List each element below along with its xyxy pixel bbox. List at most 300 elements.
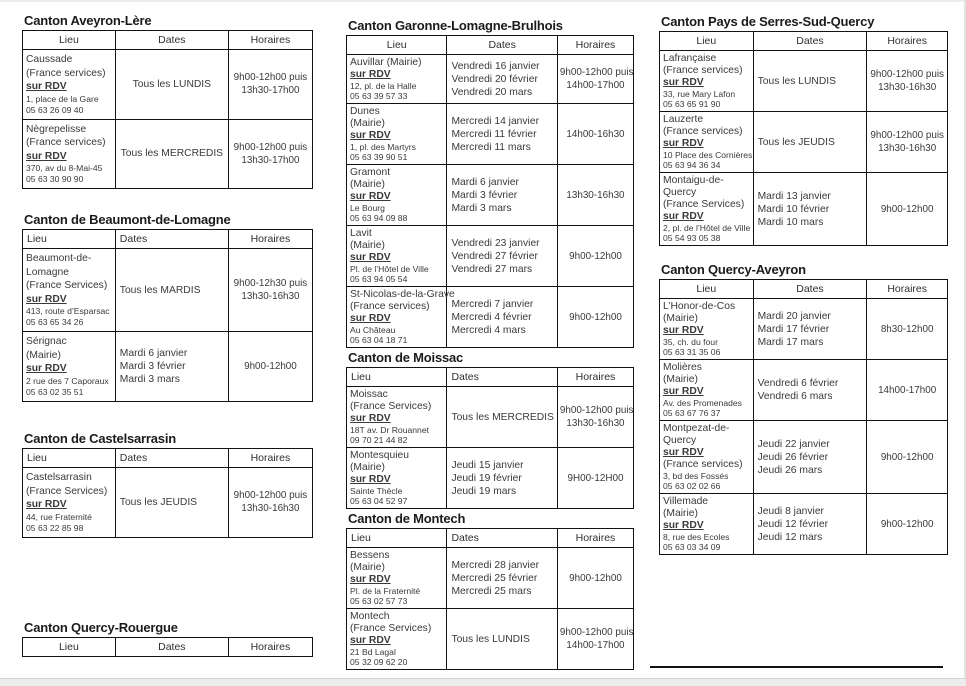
rdv-note: sur RDV — [26, 81, 67, 92]
dates-cell — [115, 249, 228, 332]
location-name-line: (France services) — [663, 126, 743, 137]
canton-title: Canton Quercy-Rouergue — [24, 620, 178, 635]
date-line: Mercredi 25 février — [451, 572, 538, 584]
schedule-table — [22, 229, 313, 402]
column-header-lieu: Lieu — [23, 449, 116, 468]
table-body — [347, 387, 634, 509]
location-detail: Sainte Thècle — [350, 486, 403, 496]
lieu-cell — [660, 360, 754, 421]
table-head — [347, 36, 634, 55]
lieu-cell — [660, 173, 754, 246]
location-name-line: (Mairie) — [350, 562, 385, 573]
column-header-dates: Dates — [447, 529, 557, 548]
location-detail: 05 54 93 05 38 — [663, 233, 721, 243]
horaires-cell — [867, 112, 948, 173]
horaires-line: 13h30-17h00 — [241, 85, 300, 97]
location-name-line: (Mairie) — [350, 179, 385, 190]
horaires-cell — [557, 287, 633, 348]
rdv-note: sur RDV — [350, 413, 391, 424]
location-detail: 21 Bd Lagal — [350, 647, 396, 657]
location-name-line: Dunes — [350, 106, 380, 117]
location-detail: 05 63 39 57 33 — [350, 91, 408, 101]
header-row — [23, 638, 313, 657]
dates-cell — [447, 387, 557, 448]
location-name-line: (France services) — [26, 137, 106, 148]
rdv-note: sur RDV — [26, 293, 67, 305]
location-detail: 05 63 39 90 51 — [350, 152, 408, 162]
horaires-cell — [867, 51, 948, 112]
rdv-note: sur RDV — [350, 474, 391, 485]
horaires-line: 13h30-17h00 — [241, 154, 300, 166]
canton-section — [659, 262, 948, 555]
date-line: Mercredi 14 janvier — [451, 115, 539, 127]
page-bottom-edge — [0, 678, 966, 686]
lieu-cell — [347, 609, 447, 670]
date-line: Mardi 6 janvier — [451, 176, 519, 188]
location-detail: Au Château — [350, 325, 396, 335]
column-header-horaires: Horaires — [228, 638, 312, 657]
date-line: Jeudi 15 janvier — [451, 459, 524, 471]
lieu-cell — [347, 55, 447, 104]
horaires-line: 13h30-16h30 — [566, 418, 625, 429]
location-detail: 1, pl. des Martyrs — [350, 142, 416, 152]
date-line: Mardi 17 mars — [757, 336, 824, 348]
location-detail: 2, pl. de l’Hôtel de Ville — [663, 223, 751, 233]
date-line: Tous les MERCREDIS — [120, 148, 224, 160]
lieu-cell — [23, 468, 116, 538]
column-header-horaires: Horaires — [867, 280, 948, 299]
rdv-note: sur RDV — [663, 447, 704, 458]
horaires-line: 9h00-12h00 puis — [870, 130, 944, 141]
date-line: Vendredi 23 janvier — [451, 237, 540, 249]
date-line: Jeudi 8 janvier — [757, 505, 824, 517]
date-line: Jeudi 26 mars — [757, 464, 823, 476]
horaires-line: 13h30-16h30 — [878, 143, 937, 154]
horaires-cell — [867, 421, 948, 494]
horaires-line: 13h30-16h30 — [566, 189, 625, 201]
location-name-line: Montech — [350, 611, 390, 622]
horaires-line: 8h30-12h00 — [880, 323, 934, 335]
rdv-note: sur RDV — [350, 635, 391, 646]
location-name-line: (France services) — [350, 301, 430, 312]
horaires-cell — [557, 165, 633, 226]
date-line: Mercredi 4 février — [451, 311, 532, 323]
location-detail: 413, route d’Esparsac — [26, 306, 110, 316]
table-row — [347, 548, 634, 609]
canton-title: Canton Garonne-Lomagne-Brulhois — [348, 18, 563, 33]
table-row — [23, 119, 313, 189]
table-row — [347, 287, 634, 348]
horaires-cell — [228, 332, 312, 402]
location-name-line: (France Services) — [350, 623, 432, 634]
horaires-line: 9h00-12h00 — [880, 203, 934, 215]
location-detail: 05 63 94 36 34 — [663, 160, 721, 170]
location-name-line: (Mairie) — [663, 508, 698, 519]
footer-rule — [650, 666, 943, 668]
canton-section — [346, 350, 634, 509]
location-name-line: Nègrepelisse — [26, 123, 87, 135]
horaires-line: 9h00-12h00 puis — [233, 72, 308, 84]
column-header-lieu: Lieu — [23, 230, 116, 249]
location-name-line: (France Services) — [26, 485, 108, 497]
column-header-dates: Dates — [115, 449, 228, 468]
schedule-table — [22, 30, 313, 189]
horaires-line: 14h00-16h30 — [566, 128, 625, 140]
table-row — [660, 360, 948, 421]
table-row — [347, 387, 634, 448]
date-line: Tous les LUNDIS — [451, 633, 530, 645]
table-row — [660, 494, 948, 555]
date-line: Tous les MERCREDIS — [451, 411, 554, 423]
lieu-cell — [660, 112, 754, 173]
dates-cell — [115, 332, 228, 402]
date-line: Mercredi 25 mars — [451, 585, 532, 597]
rdv-note: sur RDV — [663, 325, 704, 336]
table-row — [347, 165, 634, 226]
horaires-line: 9h00-12h00 puis — [233, 490, 308, 502]
date-line: Mardi 3 février — [119, 360, 186, 372]
column-header-lieu: Lieu — [23, 31, 116, 50]
lieu-cell — [23, 50, 116, 120]
table-row — [660, 173, 948, 246]
date-line: Mardi 6 janvier — [119, 347, 188, 359]
rdv-note: sur RDV — [663, 138, 704, 149]
date-line: Jeudi 19 mars — [451, 485, 517, 497]
table-row — [660, 112, 948, 173]
lieu-cell — [660, 421, 754, 494]
table-body — [660, 299, 948, 555]
column-header-dates: Dates — [447, 36, 557, 55]
dates-cell — [753, 494, 867, 555]
horaires-cell — [867, 299, 948, 360]
dates-cell — [447, 226, 557, 287]
date-line: Vendredi 27 mars — [451, 263, 533, 275]
location-detail: 3, bd des Fossés — [663, 471, 729, 481]
location-name-line: (Mairie) — [663, 313, 698, 324]
canton-title: Canton Pays de Serres-Sud-Quercy — [661, 14, 875, 29]
location-detail: 05 63 03 34 09 — [663, 542, 721, 552]
rdv-note: sur RDV — [350, 574, 391, 585]
dates-cell — [753, 299, 867, 360]
date-line: Mercredi 11 février — [451, 128, 537, 140]
location-detail: 35, ch. du four — [663, 337, 718, 347]
horaires-cell — [557, 609, 633, 670]
column-header-horaires: Horaires — [228, 230, 312, 249]
header-row — [23, 31, 313, 50]
rdv-note: sur RDV — [663, 520, 704, 531]
date-line: Mercredi 7 janvier — [451, 298, 534, 310]
column-header-horaires: Horaires — [228, 449, 312, 468]
location-name-line: Sérignac — [26, 336, 67, 347]
canton-title: Canton Quercy-Aveyron — [661, 262, 806, 277]
header-row — [23, 230, 313, 249]
table-head — [23, 230, 313, 249]
location-name-line: (France Services) — [26, 280, 108, 291]
table-row — [347, 104, 634, 165]
horaires-line: 13h30-16h30 — [241, 291, 300, 302]
date-line: Jeudi 19 février — [451, 472, 522, 484]
date-line: Mardi 13 janvier — [757, 190, 831, 202]
table-head — [347, 529, 634, 548]
location-detail: 10 Place des Cornières — [663, 150, 753, 160]
table-head — [23, 449, 313, 468]
column-header-horaires: Horaires — [557, 529, 633, 548]
dates-cell — [447, 287, 557, 348]
date-line: Mardi 3 mars — [451, 202, 512, 214]
schedule-table — [659, 279, 948, 555]
location-detail: 33, rue Mary Lafon — [663, 89, 736, 99]
column-header-lieu: Lieu — [660, 280, 754, 299]
header-row — [660, 32, 948, 51]
location-detail: 05 63 26 09 40 — [26, 104, 84, 115]
table-row — [660, 51, 948, 112]
column-header-lieu: Lieu — [347, 368, 447, 387]
location-detail: 05 63 22 85 98 — [26, 522, 84, 533]
location-name-line: St-Nicolas-de-la-Grave — [350, 289, 455, 300]
dates-cell — [447, 448, 557, 509]
date-line: Jeudi 26 février — [757, 451, 828, 463]
column-header-horaires: Horaires — [228, 31, 312, 50]
lieu-cell — [23, 249, 116, 332]
location-detail: 2 rue des 7 Caporaux — [26, 375, 109, 386]
location-detail: 05 63 02 02 66 — [663, 481, 721, 491]
location-name-line: Quercy — [663, 187, 697, 198]
location-detail: 05 63 65 91 90 — [663, 99, 721, 109]
horaires-cell — [867, 173, 948, 246]
table-head — [660, 32, 948, 51]
location-detail: 05 63 04 52 97 — [350, 496, 408, 506]
rdv-note: sur RDV — [26, 363, 67, 374]
date-line: Vendredi 20 février — [451, 73, 538, 85]
table-row — [347, 448, 634, 509]
horaires-cell — [557, 226, 633, 287]
dates-cell — [115, 50, 228, 120]
horaires-line: 9h00-12h00 — [244, 360, 297, 372]
horaires-cell — [228, 249, 312, 332]
lieu-cell — [347, 448, 447, 509]
location-name-line: Lavit — [350, 228, 372, 239]
date-line: Jeudi 12 mars — [757, 531, 823, 543]
column-header-dates: Dates — [447, 368, 557, 387]
location-name-line: Gramont — [350, 167, 391, 178]
schedule-table — [346, 367, 634, 509]
horaires-cell — [557, 55, 633, 104]
location-name-line: Lauzerte — [663, 114, 704, 125]
horaires-line: 9h00-12h00 puis — [870, 69, 944, 80]
location-detail: 370, av du 8-Mai-45 — [26, 163, 103, 173]
horaires-line: 9h00-12h00 — [569, 250, 622, 262]
date-line: Mercredi 28 janvier — [451, 559, 539, 571]
rdv-note: sur RDV — [350, 191, 391, 202]
dates-cell — [753, 112, 867, 173]
location-name-line: Castelsarrasin — [26, 472, 92, 483]
table-row — [347, 609, 634, 670]
rdv-note: sur RDV — [350, 130, 391, 141]
canton-title: Canton de Moissac — [348, 350, 464, 365]
table-row — [347, 55, 634, 104]
location-detail: 05 63 67 76 37 — [663, 408, 721, 418]
dates-cell — [447, 165, 557, 226]
location-detail: Pl. de la Fraternité — [350, 586, 421, 596]
schedule-table — [659, 31, 948, 246]
horaires-cell — [228, 119, 312, 189]
location-name-line: (France services) — [663, 459, 743, 470]
column-header-dates: Dates — [115, 230, 228, 249]
horaires-line: 13h30-16h30 — [878, 82, 937, 93]
date-line: Tous les JEUDIS — [119, 496, 198, 508]
dates-cell — [447, 548, 557, 609]
lieu-cell — [347, 548, 447, 609]
lieu-cell — [347, 104, 447, 165]
column-3 — [659, 0, 948, 686]
schedule-table — [346, 35, 634, 348]
date-line: Jeudi 12 février — [757, 518, 828, 530]
table-row — [23, 468, 313, 538]
schedule-table — [22, 448, 313, 538]
date-line: Vendredi 16 janvier — [451, 60, 540, 72]
location-detail: 12, pl. de la Halle — [350, 81, 417, 91]
table-row — [23, 332, 313, 402]
date-line: Vendredi 6 février — [757, 378, 839, 389]
schedule-table — [22, 637, 313, 657]
table-row — [347, 226, 634, 287]
canton-section — [22, 212, 313, 402]
date-line: Mardi 3 mars — [119, 373, 180, 385]
location-name-line: (Mairie) — [350, 240, 385, 251]
header-row — [660, 280, 948, 299]
column-header-horaires: Horaires — [557, 368, 633, 387]
location-detail: 05 63 31 35 06 — [663, 347, 721, 357]
location-name-line: Quercy — [663, 435, 697, 446]
table-row — [23, 249, 313, 332]
lieu-cell — [347, 226, 447, 287]
location-detail: Le Bourg — [350, 203, 385, 213]
dates-cell — [447, 55, 557, 104]
table-row — [660, 421, 948, 494]
date-line: Vendredi 6 mars — [757, 391, 833, 402]
canton-title: Canton Aveyron-Lère — [24, 13, 152, 28]
horaires-line: 9h00-12h00 puis — [559, 67, 634, 78]
location-detail: 05 63 30 90 90 — [26, 174, 84, 184]
rdv-note: sur RDV — [26, 499, 67, 510]
column-header-dates: Dates — [753, 32, 867, 51]
rdv-note: sur RDV — [663, 386, 704, 397]
date-line: Tous les JEUDIS — [757, 136, 835, 148]
lieu-cell — [660, 494, 754, 555]
horaires-line: 9h00-12h30 puis — [233, 278, 308, 289]
horaires-cell — [557, 548, 633, 609]
date-line: Tous les LUNDIS — [757, 75, 836, 87]
horaires-cell — [557, 104, 633, 165]
header-row — [23, 449, 313, 468]
horaires-line: 13h30-16h30 — [241, 503, 300, 515]
lieu-cell — [347, 165, 447, 226]
table-body — [23, 468, 313, 538]
location-detail: 05 63 04 18 71 — [350, 335, 408, 345]
table-head — [23, 638, 313, 657]
date-line: Mercredi 4 mars — [451, 324, 526, 336]
location-name-line: Villemade — [663, 496, 709, 507]
column-header-dates: Dates — [115, 638, 228, 657]
location-detail: 05 63 94 05 54 — [350, 274, 408, 284]
table-row — [660, 299, 948, 360]
location-name-line: (France services) — [26, 67, 106, 79]
location-name-line: Lafrançaise — [663, 53, 717, 64]
lieu-cell — [660, 299, 754, 360]
location-name-line: Bessens — [350, 550, 390, 561]
dates-cell — [753, 360, 867, 421]
location-name-line: Moissac — [350, 389, 388, 400]
column-header-horaires: Horaires — [867, 32, 948, 51]
location-name-line: Auvillar (Mairie) — [350, 57, 422, 68]
column-1 — [22, 0, 313, 686]
rdv-note: sur RDV — [350, 313, 391, 324]
lieu-cell — [23, 119, 116, 189]
dates-cell — [753, 173, 867, 246]
column-header-horaires: Horaires — [557, 36, 633, 55]
column-2 — [346, 0, 634, 686]
rdv-note: sur RDV — [26, 150, 67, 162]
location-detail: 05 32 09 62 20 — [350, 657, 408, 667]
horaires-cell — [228, 50, 312, 120]
location-name-line: Montesquieu — [350, 450, 409, 461]
table-head — [23, 31, 313, 50]
dates-cell — [753, 51, 867, 112]
location-name-line: (Mairie) — [350, 462, 385, 473]
location-detail: 05 63 65 34 26 — [26, 317, 84, 327]
horaires-cell — [867, 494, 948, 555]
table-body — [23, 249, 313, 402]
horaires-line: 9h00-12h00 — [569, 572, 622, 584]
location-name-line: L’Honor-de-Cos — [663, 301, 736, 312]
horaires-line: 14h00-17h00 — [566, 640, 625, 651]
horaires-line: 9h00-12h00 — [880, 518, 934, 530]
date-line: Vendredi 27 février — [451, 250, 538, 262]
canton-title: Canton de Montech — [348, 511, 466, 526]
table-body — [347, 548, 634, 670]
location-detail: 05 63 94 09 88 — [350, 213, 408, 223]
location-detail: Pl. de l’Hôtel de Ville — [350, 264, 429, 274]
canton-section — [346, 511, 634, 670]
table-body — [23, 50, 313, 189]
date-line: Jeudi 22 janvier — [757, 438, 830, 450]
location-detail: 18T av. Dr Rouannet — [350, 425, 429, 435]
lieu-cell — [347, 387, 447, 448]
location-name-line: Molières — [663, 362, 702, 373]
location-name-line: (Mairie) — [663, 374, 698, 385]
horaires-line: 14h00-17h00 — [566, 80, 625, 91]
table-body — [660, 51, 948, 246]
dates-cell — [115, 468, 228, 538]
date-line: Mardi 3 février — [451, 189, 518, 201]
date-line: Mardi 17 février — [757, 323, 830, 335]
dates-cell — [753, 421, 867, 494]
column-header-dates: Dates — [753, 280, 867, 299]
date-line: Tous les MARDIS — [119, 284, 201, 296]
horaires-cell — [557, 387, 633, 448]
date-line: Vendredi 20 mars — [451, 86, 533, 98]
horaires-line: 9h00-12h00 — [880, 451, 934, 463]
header-row — [347, 36, 634, 55]
column-header-lieu: Lieu — [23, 638, 116, 657]
dates-cell — [447, 104, 557, 165]
location-detail: 09 70 21 44 82 — [350, 435, 408, 445]
canton-title: Canton de Castelsarrasin — [24, 431, 176, 446]
rdv-note: sur RDV — [350, 252, 391, 263]
horaires-cell — [557, 448, 633, 509]
column-header-lieu: Lieu — [347, 529, 447, 548]
location-name-line: Montaigu-de- — [663, 175, 724, 186]
